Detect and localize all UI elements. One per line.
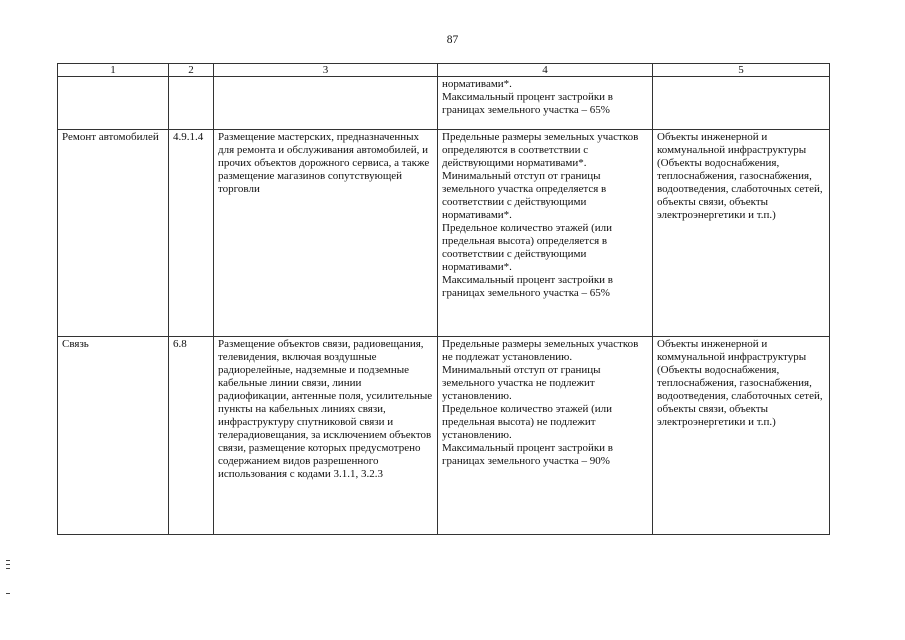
column-header: 1 <box>58 64 169 77</box>
description-cell: Размещение объектов связи, радиовещания, телевидения, включая воздушные радиорелейные, надземные и подземные кабельные линии связи, линии радиофикации, антенные поля, усилительные пункты на кабельных линиях связи, инфраструктуру спутниковой связи и телерадиовещания, за исключением объектов связи, размещение которых предусмотрено содержанием видов разрешенного использования с кодами 3.1.1, 3.2.3 <box>214 337 438 535</box>
land-use-table <box>57 63 830 535</box>
parameters-cell: Предельные размеры земельных участков не подлежат установлению. Минимальный отступ от границы земельного участка не подлежит установлению. Предельное количество этажей (или предельная высота) не подлежит установлению. Максимальный процент застройки в границах земельного участка – 90% <box>438 337 653 535</box>
table-row <box>58 337 830 535</box>
auxiliary-objects-cell <box>653 77 830 130</box>
parameters-cell: нормативами*. Максимальный процент застройки в границах земельного участка – 65% <box>438 77 653 130</box>
scan-margin-marks <box>6 560 10 597</box>
column-header: 4 <box>438 64 653 77</box>
column-header: 2 <box>169 64 214 77</box>
code-cell <box>169 77 214 130</box>
column-header: 5 <box>653 64 830 77</box>
use-type-cell: Ремонт автомобилей <box>58 130 169 337</box>
use-type-cell: Связь <box>58 337 169 535</box>
auxiliary-objects-cell: Объекты инженерной и коммунальной инфраструктуры (Объекты водоснабжения, теплоснабжения, газоснабжения, водоотведения, слаботочных сетей, объекты связи, объекты электроэнергетики и т.п.) <box>653 337 830 535</box>
description-cell: Размещение мастерских, предназначенных для ремонта и обслуживания автомобилей, и прочих объектов дорожного сервиса, а также размещение магазинов сопутствующей торговли <box>214 130 438 337</box>
parameters-cell: Предельные размеры земельных участков определяются в соответствии с действующими нормативами*. Минимальный отступ от границы земельного участка определяется в соответствии с действующими нормативами*. Предельное количество этажей (или предельная высота) определяется в соответствии с действующими нормативами*. Максимальный процент застройки в границах земельного участка – 65% <box>438 130 653 337</box>
code-cell: 6.8 <box>169 337 214 535</box>
column-header: 3 <box>214 64 438 77</box>
description-cell <box>214 77 438 130</box>
table-header-row <box>58 64 830 77</box>
use-type-cell <box>58 77 169 130</box>
table-row <box>58 77 830 130</box>
table-row <box>58 130 830 337</box>
code-cell: 4.9.1.4 <box>169 130 214 337</box>
page-number: 87 <box>446 34 459 46</box>
auxiliary-objects-cell: Объекты инженерной и коммунальной инфраструктуры (Объекты водоснабжения, теплоснабжения, газоснабжения, водоотведения, слаботочных сетей, объекты связи, объекты электроэнергетики и т.п.) <box>653 130 830 337</box>
